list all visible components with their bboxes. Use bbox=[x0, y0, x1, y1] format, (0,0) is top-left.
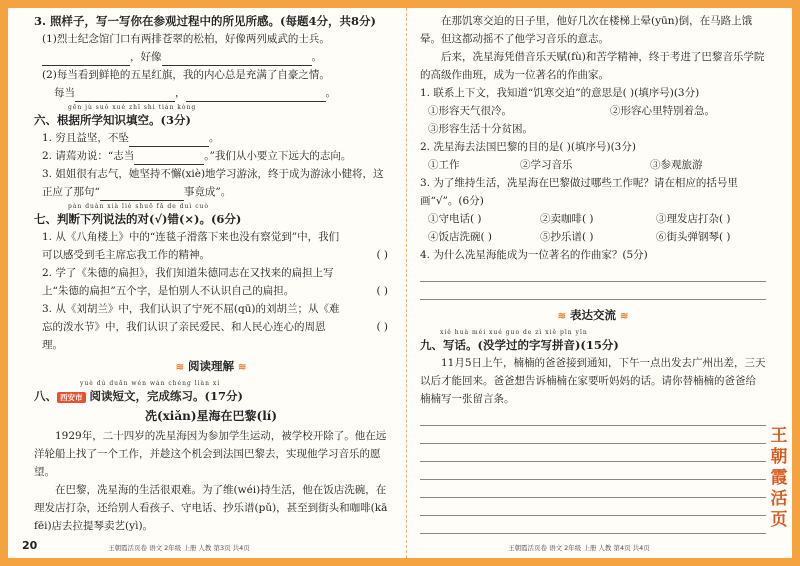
option[interactable]: ③理发店打杂( ) bbox=[656, 213, 731, 225]
option: ②学习音乐 bbox=[520, 159, 573, 171]
option: ②形容心里特别着急。 bbox=[610, 105, 715, 117]
r-q4-title: 4. 为什么冼星海能成为一位著名的作曲家？(5分) bbox=[420, 249, 648, 261]
r-q1-title: 1. 联系上下文，我知道“饥寒交迫”的意思是( )(填序号)(3分) bbox=[420, 87, 700, 99]
writing-line[interactable] bbox=[420, 498, 766, 516]
answer-blank[interactable] bbox=[129, 134, 209, 147]
answer-blank[interactable] bbox=[100, 188, 184, 201]
answer-blank[interactable] bbox=[134, 152, 204, 165]
option: ③形容生活十分贫困。 bbox=[428, 123, 533, 135]
sec6-title: 六、根据所学知识填空。(3分) bbox=[34, 113, 191, 127]
sec7-pinyin: pàn duàn xià liè shuō fǎ de duì cuò bbox=[68, 203, 210, 210]
q3-item1-answer: ，好像 。 bbox=[34, 48, 388, 66]
sec7-item2: 2. 学了《朱德的扁担》，我们知道朱德同志在又找来的扁担上写上“朱德的扁担”五个字，是怕别人不认识自己的扁担。 ( ) bbox=[34, 264, 388, 300]
option: ①工作 bbox=[428, 159, 460, 171]
answer-blank[interactable] bbox=[186, 89, 326, 102]
sec6-item3: 3. 姐姐很有志气，她坚持不懈(xiè)地学习游泳，终于成为游泳小健将，这正应了那句“ 事竟成”。 bbox=[34, 165, 388, 201]
sec7-item3: 3. 从《刘胡兰》中，我们认识了宁死不屈(qū)的刘胡兰；从《难忘的泼水节》中，我们认识了亲民爱民、和人民心连心的周恩理。 ( ) bbox=[42, 303, 388, 351]
option: ①形容天气很冷。 bbox=[428, 105, 512, 117]
sec9-title: 九、写话。(没学过的字写拼音)(15分) bbox=[420, 338, 619, 352]
q3-title: 3. 照样子，写一写你在参观过程中的所见所感。(每题4分，共8分) bbox=[34, 14, 376, 28]
option[interactable]: ②卖咖啡( ) bbox=[540, 213, 594, 225]
sec6-pinyin: gēn jù suǒ xué zhī shi tián kòng bbox=[68, 104, 197, 111]
passage-title: 冼(xiǎn)星海在巴黎(lí) bbox=[144, 409, 278, 423]
sec9-prompt: 11月5日上午，楠楠的爸爸接到通知，下午一点出发去广州出差，三天以后才能回来。爸爸想告诉楠楠在家要听妈妈的话。请你替楠楠的爸爸给楠楠写一张留言条。 bbox=[420, 357, 766, 405]
writing-line[interactable] bbox=[420, 480, 766, 498]
sec7-title: 七、判断下列说法的对(√)错(×)。(6分) bbox=[34, 212, 242, 226]
writing-line[interactable] bbox=[420, 426, 766, 444]
r-q3-options-row2 bbox=[420, 228, 766, 246]
r-q3-title: 3. 为了维持生活，冼星海在巴黎做过哪些工作呢？请在相应的括号里画“√”。(6分) bbox=[420, 177, 738, 207]
right-footer: 王朝霞活页卷 语文 2年级 上册 人教 第4页 共4页 bbox=[508, 544, 650, 552]
page-number: 20 bbox=[22, 539, 38, 552]
wave-icon: ≋ bbox=[175, 362, 184, 373]
r-q3-options-row1 bbox=[420, 210, 766, 228]
city-badge: 西安市 bbox=[57, 392, 86, 403]
right-page bbox=[420, 12, 766, 534]
sec6-item2: 2. 请蔫劝说：“志当 。”我们从小要立下远大的志向。 bbox=[34, 147, 388, 165]
brand-char: 页 bbox=[770, 510, 788, 530]
writing-line[interactable] bbox=[420, 444, 766, 462]
passage-paragraph: 后来，冼星海凭借音乐天赋(fù)和苦学精神，终于考进了巴黎音乐学院的高级作曲班，成为一位著名的作曲家。 bbox=[420, 51, 765, 81]
q3-item1: (1)烈士纪念馆门口有两排苍翠的松柏，好像两列威武的士兵。 bbox=[42, 33, 330, 45]
writing-line[interactable] bbox=[420, 516, 766, 534]
wave-icon: ≋ bbox=[238, 362, 247, 373]
expression-banner: ≋ 表达交流 ≋ bbox=[420, 306, 766, 326]
left-page bbox=[34, 12, 388, 535]
passage-paragraph: 在巴黎，冼星海的生活很艰难。为了维(wéi)持生活，他在饭店洗碗，在理发店打杂，还给别人看孩子、守电话、抄乐谱(pǔ)，甚至到街头和咖啡(kā fēi)店去拉提琴卖艺(yì)。 bbox=[34, 484, 388, 532]
passage-paragraph: 在那饥寒交迫的日子里，他好几次在楼梯上晕(yūn)倒，在马路上饿晕。但这都动摇不了他学习音乐的意志。 bbox=[420, 15, 753, 45]
option[interactable]: ⑥街头弹钢琴( ) bbox=[656, 231, 731, 243]
worksheet-sheet bbox=[8, 8, 792, 558]
q3-item2-answer: 每当 ， 。 bbox=[34, 84, 388, 102]
writing-line[interactable] bbox=[420, 462, 766, 480]
q3-item2: (2)每当看到鲜艳的五星红旗，我的内心总是充满了自豪之情。 bbox=[42, 69, 330, 81]
wave-icon: ≋ bbox=[620, 311, 629, 322]
judge-paren[interactable]: ( ) bbox=[376, 249, 388, 261]
brand-char: 王 bbox=[770, 426, 788, 446]
answer-blank[interactable] bbox=[42, 53, 130, 66]
answer-line[interactable] bbox=[420, 282, 766, 300]
answer-line[interactable] bbox=[420, 264, 766, 282]
r-q2-title: 2. 冼星海去法国巴黎的目的是( )(填序号)(3分) bbox=[420, 141, 636, 153]
brand-char: 霞 bbox=[770, 468, 788, 488]
page-divider bbox=[406, 8, 407, 558]
answer-blank[interactable] bbox=[162, 53, 312, 66]
brand-logo bbox=[768, 426, 790, 531]
judge-paren[interactable]: ( ) bbox=[376, 285, 388, 297]
r-q1-options bbox=[420, 102, 766, 120]
sec8-title: 八、 西安市 阅读短文，完成练习。(17分) bbox=[34, 389, 243, 403]
sec8-pinyin: yuè dú duǎn wén wán chéng liàn xí bbox=[80, 380, 221, 387]
sec6-item1: 1. 穷且益坚，不坠 。 bbox=[34, 129, 388, 147]
left-footer: 王朝霞活页卷 语文 2年级 上册 人教 第3页 共4页 bbox=[108, 544, 250, 552]
sec9-pinyin: xiě huà méi xué guo de zì xiě pīn yīn bbox=[440, 329, 588, 336]
option[interactable]: ④饭店洗碗( ) bbox=[428, 231, 493, 243]
brand-char: 活 bbox=[770, 489, 788, 509]
option: ③参观旅游 bbox=[650, 159, 703, 171]
sec7-item1: 1. 从《八角楼上》中的“连毯子滑落下来也没有察觉到”中，我们可以感受到毛主席忘我工作的精神。 ( ) bbox=[34, 228, 388, 264]
option[interactable]: ①守电话( ) bbox=[428, 213, 482, 225]
option[interactable]: ⑤抄乐谱( ) bbox=[540, 231, 594, 243]
r-q2-options bbox=[420, 156, 766, 174]
answer-blank[interactable] bbox=[75, 89, 175, 102]
brand-char: 朝 bbox=[770, 447, 788, 467]
reading-banner: ≋ 阅读理解 ≋ bbox=[34, 357, 388, 377]
wave-icon: ≋ bbox=[557, 311, 566, 322]
judge-paren[interactable]: ( ) bbox=[376, 321, 388, 333]
writing-line[interactable] bbox=[420, 408, 766, 426]
passage-paragraph: 1929年，二十四岁的冼星海因为参加学生运动，被学校开除了。他在远洋轮船上找了一个工作，并趁这个机会到法国巴黎去，实现他学习音乐的愿望。 bbox=[34, 430, 387, 478]
